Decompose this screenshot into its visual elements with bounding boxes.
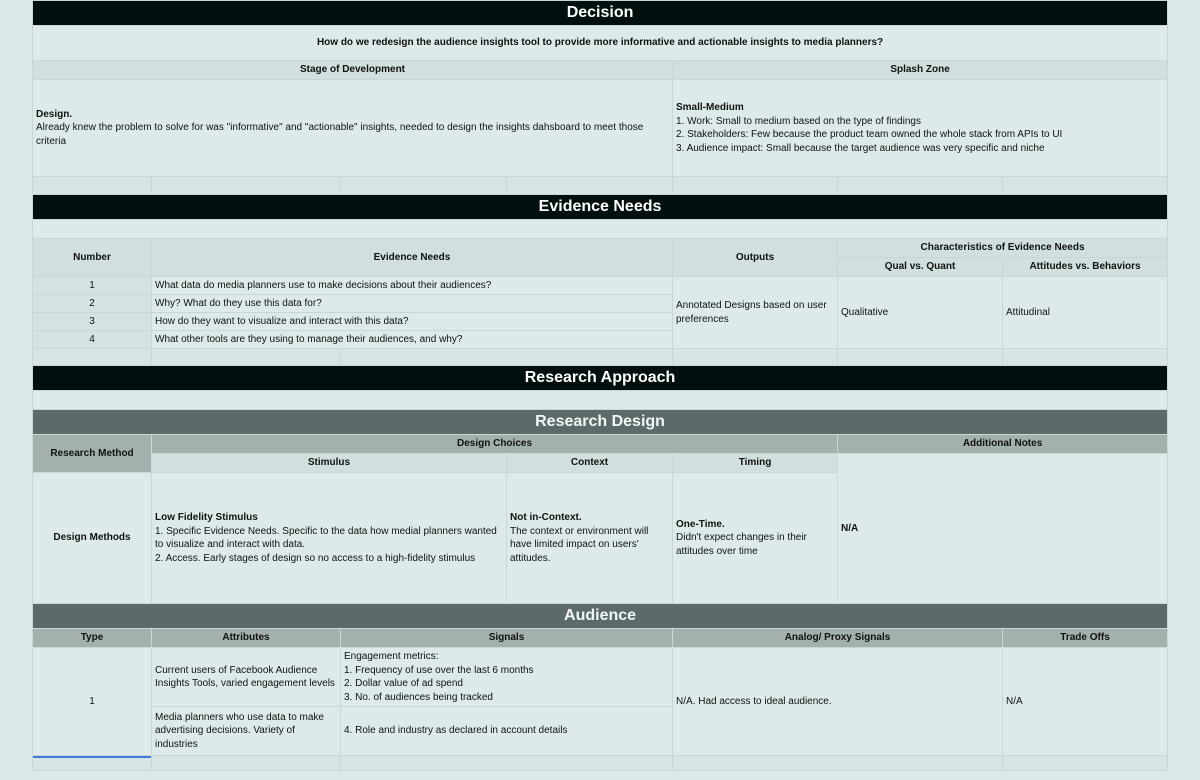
- audience-attributes-cell[interactable]: Current users of Facebook Audience Insights Tools, varied engagement levels: [152, 648, 341, 707]
- research-method-cell[interactable]: Design Methods: [33, 473, 152, 604]
- audience-signals-cell[interactable]: [341, 648, 673, 707]
- stimulus-title: Low Fidelity Stimulus: [155, 512, 258, 523]
- qual-vs-quant-header[interactable]: Qual vs. Quant: [838, 258, 1003, 277]
- section-header-research-design[interactable]: Research Design: [33, 410, 1168, 435]
- empty-cell[interactable]: [1003, 177, 1168, 195]
- stimulus-cell[interactable]: [152, 473, 507, 604]
- section-header-evidence-needs[interactable]: Evidence Needs: [33, 195, 1168, 220]
- empty-cell[interactable]: [341, 756, 673, 771]
- context-body: The context or environment will have limited impact on users' attitudes.: [510, 525, 649, 564]
- stimulus-line: 2. Access. Early stages of design so no access to a high-fidelity stimulus: [155, 552, 476, 564]
- stage-body: Already knew the problem to solve for was "informative" and "actionable" insights, needed to design the insights dahsboard to meet those criteria: [36, 122, 644, 147]
- evidence-need[interactable]: What data do media planners use to make decisions about their audiences?: [152, 277, 673, 295]
- signals-line: 3. No. of audiences being tracked: [344, 691, 493, 703]
- empty-cell[interactable]: [507, 177, 673, 195]
- section-header-decision[interactable]: Decision: [33, 1, 1168, 26]
- signals-line: 2. Dollar value of ad spend: [344, 678, 463, 689]
- empty-cell[interactable]: [673, 756, 1003, 771]
- empty-cell[interactable]: [838, 177, 1003, 195]
- context-title: Not in-Context.: [510, 512, 582, 523]
- evidence-need[interactable]: Why? What do they use this data for?: [152, 295, 673, 313]
- evidence-needs-header[interactable]: Evidence Needs: [152, 239, 673, 277]
- type-header[interactable]: Type: [33, 629, 152, 648]
- outputs-cell[interactable]: Annotated Designs based on user preferences: [673, 277, 838, 349]
- empty-cell[interactable]: [341, 349, 673, 366]
- empty-cell[interactable]: [1003, 756, 1168, 771]
- empty-cell[interactable]: [341, 177, 507, 195]
- evidence-need[interactable]: What other tools are they using to manage their audiences, and why?: [152, 331, 673, 349]
- audience-signals-cell[interactable]: 4. Role and industry as declared in account details: [341, 707, 673, 756]
- spacer-row[interactable]: [33, 220, 1168, 239]
- timing-cell[interactable]: [673, 473, 838, 604]
- splash-title: Small-Medium: [676, 102, 744, 113]
- signals-line: 1. Frequency of use over the last 6 months: [344, 664, 534, 676]
- timing-body: Didn't expect changes in their attitudes over time: [676, 532, 807, 557]
- timing-title: One-Time.: [676, 518, 725, 530]
- evidence-number[interactable]: 3: [33, 313, 152, 331]
- additional-notes-cell[interactable]: [838, 454, 1168, 604]
- evidence-number[interactable]: 1: [33, 277, 152, 295]
- proxy-signals-cell[interactable]: N/A. Had access to ideal audience.: [673, 648, 1003, 756]
- splash-line: 1. Work: Small to medium based on the type of findings: [676, 115, 921, 127]
- empty-cell[interactable]: [673, 349, 838, 366]
- decision-question[interactable]: How do we redesign the audience insights tool to provide more informative and actionable insights to media planners?: [33, 26, 1168, 61]
- empty-cell[interactable]: [152, 756, 341, 771]
- context-header[interactable]: Context: [507, 454, 673, 473]
- attitudes-vs-behaviors-header[interactable]: Attitudes vs. Behaviors: [1003, 258, 1168, 277]
- stage-of-development-header[interactable]: Stage of Development: [33, 61, 673, 80]
- evidence-need[interactable]: How do they want to visualize and interact with this data?: [152, 313, 673, 331]
- section-header-research-approach[interactable]: Research Approach: [33, 366, 1168, 391]
- empty-cell[interactable]: [33, 349, 152, 366]
- empty-cell[interactable]: [152, 177, 341, 195]
- context-cell[interactable]: [507, 473, 673, 604]
- stage-of-development-cell[interactable]: [33, 80, 673, 177]
- signals-header[interactable]: Signals: [341, 629, 673, 648]
- spacer-row[interactable]: [33, 391, 1168, 410]
- research-method-header[interactable]: Research Method: [33, 435, 152, 473]
- notes-value: N/A: [841, 522, 859, 534]
- signals-title: Engagement metrics:: [344, 651, 439, 662]
- outputs-header[interactable]: Outputs: [673, 239, 838, 277]
- evidence-number[interactable]: 2: [33, 295, 152, 313]
- trade-offs-cell[interactable]: N/A: [1003, 648, 1168, 756]
- empty-cell[interactable]: [33, 177, 152, 195]
- selected-cell[interactable]: [33, 756, 152, 771]
- stage-title: Design.: [36, 108, 73, 120]
- splash-zone-header[interactable]: Splash Zone: [673, 61, 1168, 80]
- qual-vs-quant-cell[interactable]: Qualitative: [838, 277, 1003, 349]
- empty-cell[interactable]: [673, 177, 838, 195]
- audience-type-cell[interactable]: 1: [33, 648, 152, 756]
- number-header[interactable]: Number: [33, 239, 152, 277]
- attributes-header[interactable]: Attributes: [152, 629, 341, 648]
- trade-offs-header[interactable]: Trade Offs: [1003, 629, 1168, 648]
- empty-cell[interactable]: [838, 349, 1003, 366]
- table-row: [33, 277, 1168, 295]
- stimulus-line: 1. Specific Evidence Needs. Specific to the data how medial planners wanted to visualize and interact with data.: [155, 525, 497, 550]
- audience-attributes-cell[interactable]: Media planners who use data to make advertising decisions. Variety of industries: [152, 707, 341, 756]
- splash-line: 2. Stakeholders: Few because the product team owned the whole stack from APIs to UI: [676, 129, 1063, 140]
- stimulus-header[interactable]: Stimulus: [152, 454, 507, 473]
- splash-line: 3. Audience impact: Small because the target audience was very specific and niche: [676, 142, 1045, 154]
- section-header-audience[interactable]: Audience: [33, 604, 1168, 629]
- proxy-signals-header[interactable]: Analog/ Proxy Signals: [673, 629, 1003, 648]
- timing-header[interactable]: Timing: [673, 454, 838, 473]
- design-choices-header[interactable]: Design Choices: [152, 435, 838, 454]
- attitudes-vs-behaviors-cell[interactable]: Attitudinal: [1003, 277, 1168, 349]
- additional-notes-header[interactable]: Additional Notes: [838, 435, 1168, 454]
- evidence-number[interactable]: 4: [33, 331, 152, 349]
- spreadsheet-grid: [32, 0, 1167, 771]
- splash-zone-cell[interactable]: [673, 80, 1168, 177]
- empty-cell[interactable]: [152, 349, 341, 366]
- empty-cell[interactable]: [1003, 349, 1168, 366]
- characteristics-header[interactable]: Characteristics of Evidence Needs: [838, 239, 1168, 258]
